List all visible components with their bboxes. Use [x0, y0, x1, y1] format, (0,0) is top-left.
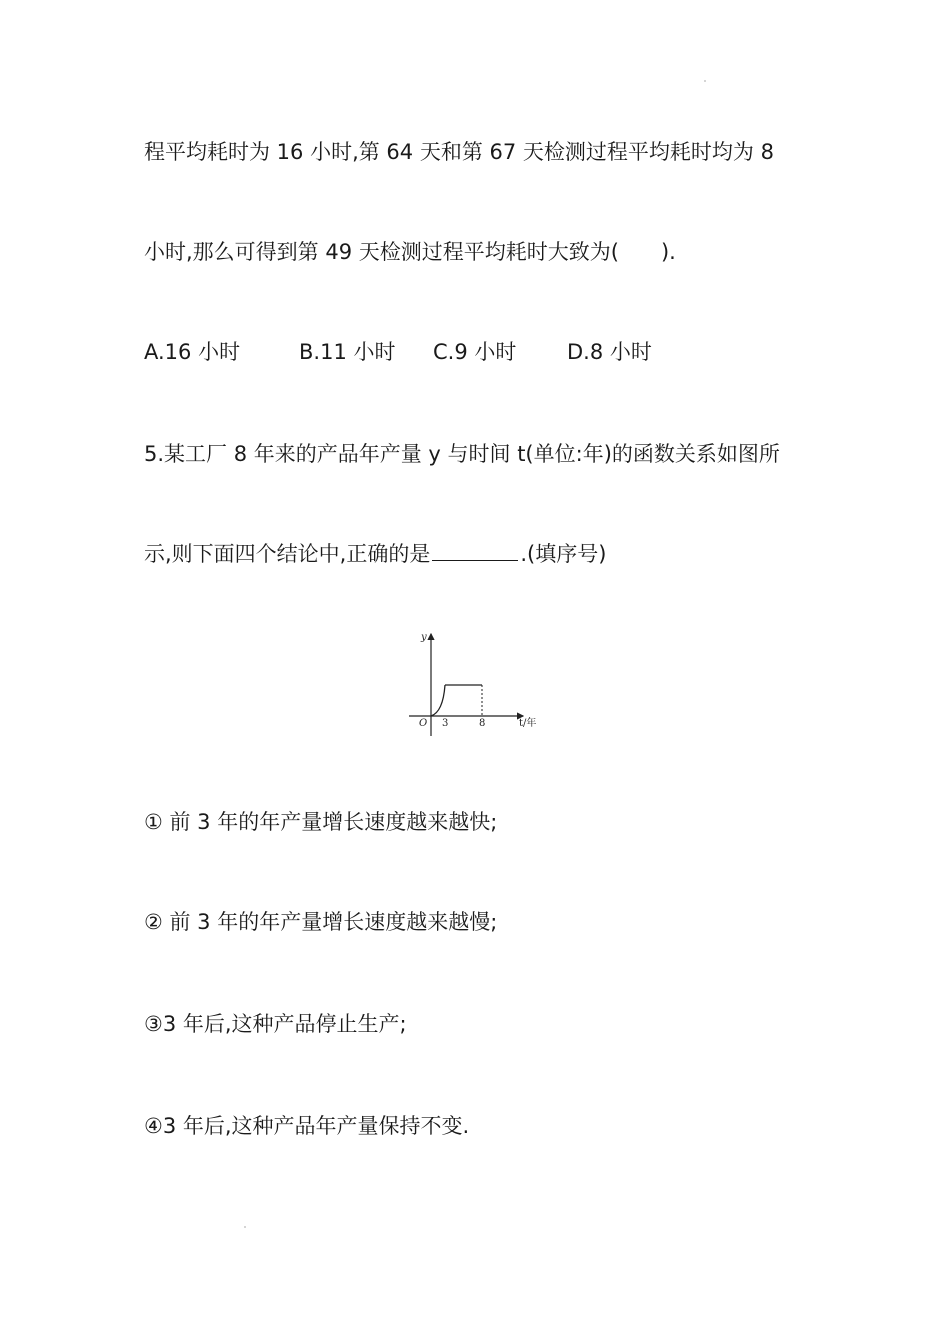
- option-c[interactable]: C.9 小时: [433, 340, 517, 364]
- tick-label-8: 8: [479, 718, 486, 729]
- scan-speck-bottom: [244, 1226, 246, 1228]
- question-5-text-line-2: [144, 540, 606, 568]
- production-function-graph: [405, 628, 545, 740]
- statement-4: ④3 年后,这种产品年产量保持不变.: [144, 1114, 470, 1138]
- question-4-text-line-2: 小时,那么可得到第 49 天检测过程平均耗时大致为( ).: [144, 240, 676, 264]
- question-5-text-after-blank: .(填序号): [520, 542, 607, 566]
- x-axis-label: t/年: [519, 718, 537, 729]
- answer-blank[interactable]: [432, 559, 518, 561]
- growth-curve: [431, 685, 445, 716]
- option-b[interactable]: B.11 小时: [299, 340, 396, 364]
- scan-speck-top: [704, 80, 706, 82]
- origin-label: O: [419, 718, 428, 729]
- option-d[interactable]: D.8 小时: [567, 340, 652, 364]
- statement-1: ① 前 3 年的年产量增长速度越来越快;: [144, 810, 498, 834]
- question-4-text-line-1: 程平均耗时为 16 小时,第 64 天和第 67 天检测过程平均耗时均为 8: [144, 140, 774, 164]
- question-5-text-before-blank: 示,则下面四个结论中,正确的是: [144, 542, 431, 566]
- question-4-options: [144, 338, 652, 366]
- option-a[interactable]: A.16 小时: [144, 340, 241, 364]
- question-5-text-line-1: 5.某工厂 8 年来的产品年产量 y 与时间 t(单位:年)的函数关系如图所: [144, 442, 780, 466]
- statement-2: ② 前 3 年的年产量增长速度越来越慢;: [144, 910, 498, 934]
- y-axis-label: y: [421, 632, 427, 643]
- tick-label-3: 3: [442, 718, 449, 729]
- statement-3: ③3 年后,这种产品停止生产;: [144, 1012, 407, 1036]
